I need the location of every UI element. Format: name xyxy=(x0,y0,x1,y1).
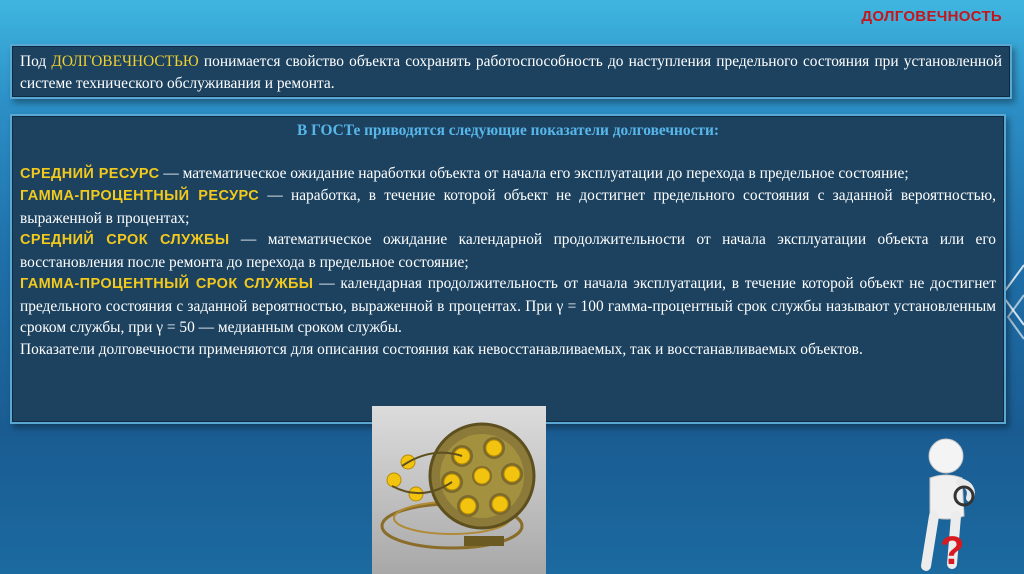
indicator-item-average-resource xyxy=(20,163,996,186)
indicator-item-average-service-life xyxy=(20,229,996,273)
indicator-text: — математическое ожидание наработки объекта от начала его эксплуатации до перехода в предельное состояние; xyxy=(159,164,909,182)
gear-mechanism-icon xyxy=(372,406,546,574)
indicator-item-gamma-resource xyxy=(20,185,996,229)
indicator-text: — математическое ожидание календарной продолжительности от начала эксплуатации объекта или его восстановления после ремонта до перехода в предельное состояние; xyxy=(20,231,996,271)
indicator-term: СРЕДНИЙ СРОК СЛУЖБЫ xyxy=(20,232,230,248)
indicator-term: ГАММА-ПРОЦЕНТНЫЙ РЕСУРС xyxy=(20,188,260,204)
indicator-item-gamma-service-life xyxy=(20,273,996,339)
indicators-box xyxy=(10,114,1006,424)
definition-prefix: Под xyxy=(20,53,52,70)
definition-term: ДОЛГОВЕЧНОСТЬЮ xyxy=(51,53,199,70)
definition-text: понимается свойство объекта сохранять работоспособность до наступления предельного состояния при установленной системе технического обслуживания и ремонта. xyxy=(20,53,1002,92)
thinking-figure-image xyxy=(900,436,990,574)
indicator-text: — наработка, в течение которой объект не достигнет предельного состояния с заданной вероятностью, выраженной в процентах; xyxy=(20,187,996,227)
svg-text:?: ? xyxy=(940,529,965,573)
indicators-heading: В ГОСТе приводятся следующие показатели долговечности: xyxy=(297,122,719,139)
slide-title: ДОЛГОВЕЧНОСТЬ xyxy=(861,8,1002,25)
definition-box xyxy=(10,44,1012,99)
indicator-term: ГАММА-ПРОЦЕНТНЫЙ СРОК СЛУЖБЫ xyxy=(20,276,314,292)
gear-mechanism-image xyxy=(372,406,546,574)
indicator-text: — календарная продолжительность от начала эксплуатации, в течение которой объект не достигнет предельного состояния с заданной вероятностью, выраженной в процентах. При γ = 100 гамма-процентный срок службы называют установленным сроком службы, при γ = 50 — медианным сроком службы. xyxy=(20,275,996,336)
indicators-closing: Показатели долговечности применяются для описания состояния как невосстанавливаемых, так и восстанавливаемых объектов. xyxy=(20,340,863,358)
indicator-term: СРЕДНИЙ РЕСУРС xyxy=(20,165,160,182)
thinking-figure-icon xyxy=(900,436,990,574)
